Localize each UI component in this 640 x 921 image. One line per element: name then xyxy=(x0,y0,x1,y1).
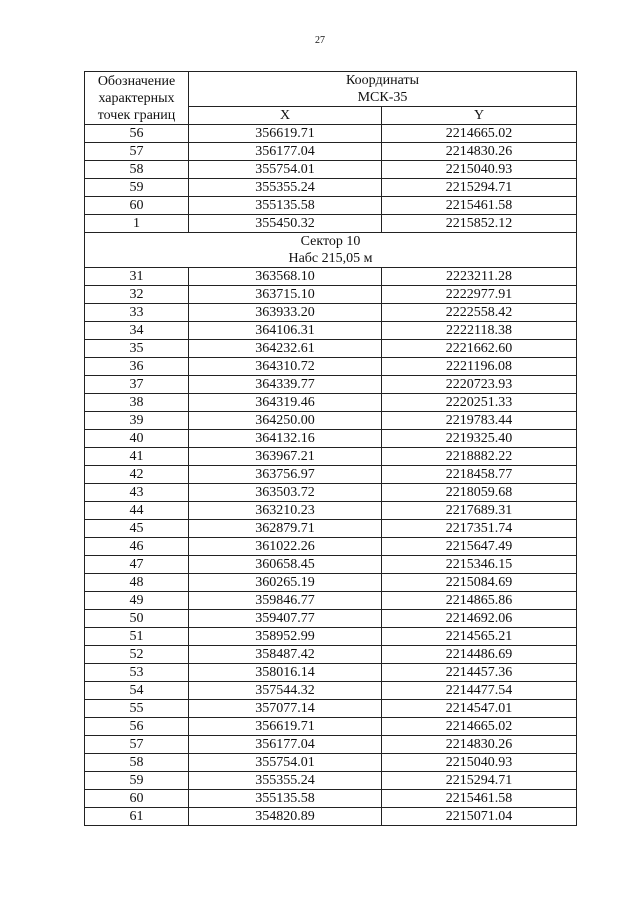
y-cell: 2214457.36 xyxy=(382,664,577,682)
y-cell: 2217689.31 xyxy=(382,502,577,520)
table-row xyxy=(85,304,577,322)
table-row xyxy=(85,484,577,502)
x-cell: 364132.16 xyxy=(189,430,382,448)
y-cell: 2214565.21 xyxy=(382,628,577,646)
x-cell: 356619.71 xyxy=(189,125,382,143)
point-cell: 38 xyxy=(85,394,189,412)
x-cell: 355355.24 xyxy=(189,772,382,790)
y-cell: 2222558.42 xyxy=(382,304,577,322)
y-cell: 2222977.91 xyxy=(382,286,577,304)
point-cell: 1 xyxy=(85,215,189,233)
y-cell: 2223211.28 xyxy=(382,268,577,286)
coordinates-header xyxy=(189,72,577,107)
table-row xyxy=(85,179,577,197)
point-cell: 48 xyxy=(85,574,189,592)
table-row xyxy=(85,736,577,754)
y-cell: 2222118.38 xyxy=(382,322,577,340)
table-row xyxy=(85,448,577,466)
point-cell: 49 xyxy=(85,592,189,610)
x-cell: 355355.24 xyxy=(189,179,382,197)
table-row xyxy=(85,322,577,340)
x-cell: 363933.20 xyxy=(189,304,382,322)
table-row xyxy=(85,790,577,808)
designation-line: Обозначение xyxy=(97,73,176,89)
table-row xyxy=(85,646,577,664)
table-row xyxy=(85,125,577,143)
point-cell: 40 xyxy=(85,430,189,448)
coordinates-title: Координаты xyxy=(346,73,419,88)
x-cell: 354820.89 xyxy=(189,808,382,826)
x-cell: 364232.61 xyxy=(189,340,382,358)
table-row xyxy=(85,556,577,574)
sector-height: Набс 215,05 м xyxy=(288,251,373,266)
y-cell: 2220723.93 xyxy=(382,376,577,394)
y-cell: 2214665.02 xyxy=(382,125,577,143)
table-row xyxy=(85,754,577,772)
y-cell: 2214830.26 xyxy=(382,736,577,754)
x-cell: 355754.01 xyxy=(189,754,382,772)
table-row xyxy=(85,574,577,592)
y-cell: 2221662.60 xyxy=(382,340,577,358)
point-cell: 52 xyxy=(85,646,189,664)
table-row xyxy=(85,502,577,520)
y-cell: 2215461.58 xyxy=(382,197,577,215)
x-cell: 364310.72 xyxy=(189,358,382,376)
page-number: 27 xyxy=(315,35,325,46)
column-x-header: X xyxy=(189,107,382,125)
point-cell: 33 xyxy=(85,304,189,322)
y-cell: 2215040.93 xyxy=(382,161,577,179)
table-row xyxy=(85,520,577,538)
x-cell: 363756.97 xyxy=(189,466,382,484)
point-cell: 37 xyxy=(85,376,189,394)
x-cell: 360265.19 xyxy=(189,574,382,592)
x-cell: 360658.45 xyxy=(189,556,382,574)
x-cell: 358487.42 xyxy=(189,646,382,664)
point-cell: 57 xyxy=(85,736,189,754)
x-cell: 355754.01 xyxy=(189,161,382,179)
x-cell: 364319.46 xyxy=(189,394,382,412)
y-cell: 2215084.69 xyxy=(382,574,577,592)
point-cell: 42 xyxy=(85,466,189,484)
y-cell: 2214865.86 xyxy=(382,592,577,610)
point-cell: 41 xyxy=(85,448,189,466)
x-cell: 358016.14 xyxy=(189,664,382,682)
y-cell: 2214692.06 xyxy=(382,610,577,628)
table-row xyxy=(85,197,577,215)
table-row xyxy=(85,143,577,161)
table-row xyxy=(85,682,577,700)
y-cell: 2218458.77 xyxy=(382,466,577,484)
x-cell: 356177.04 xyxy=(189,736,382,754)
y-cell: 2214486.69 xyxy=(382,646,577,664)
y-cell: 2219783.44 xyxy=(382,412,577,430)
y-cell: 2214477.54 xyxy=(382,682,577,700)
sector-header xyxy=(85,233,577,268)
point-cell: 45 xyxy=(85,520,189,538)
y-cell: 2219325.40 xyxy=(382,430,577,448)
sector-row xyxy=(85,233,577,268)
table-row xyxy=(85,430,577,448)
table-row xyxy=(85,268,577,286)
point-cell: 58 xyxy=(85,161,189,179)
y-cell: 2217351.74 xyxy=(382,520,577,538)
table-row xyxy=(85,340,577,358)
x-cell: 359846.77 xyxy=(189,592,382,610)
x-cell: 361022.26 xyxy=(189,538,382,556)
designation-line: точек границ xyxy=(97,107,176,123)
point-cell: 44 xyxy=(85,502,189,520)
table-row xyxy=(85,718,577,736)
table-row xyxy=(85,376,577,394)
point-cell: 53 xyxy=(85,664,189,682)
x-cell: 358952.99 xyxy=(189,628,382,646)
x-cell: 363967.21 xyxy=(189,448,382,466)
y-cell: 2215294.71 xyxy=(382,772,577,790)
point-cell: 57 xyxy=(85,143,189,161)
table-row xyxy=(85,664,577,682)
table-row xyxy=(85,286,577,304)
designation-header xyxy=(85,72,189,125)
x-cell: 364339.77 xyxy=(189,376,382,394)
point-cell: 58 xyxy=(85,754,189,772)
y-cell: 2215461.58 xyxy=(382,790,577,808)
point-cell: 51 xyxy=(85,628,189,646)
point-cell: 59 xyxy=(85,179,189,197)
y-cell: 2215071.04 xyxy=(382,808,577,826)
y-cell: 2215040.93 xyxy=(382,754,577,772)
x-cell: 363568.10 xyxy=(189,268,382,286)
table-row xyxy=(85,161,577,179)
x-cell: 364250.00 xyxy=(189,412,382,430)
x-cell: 362879.71 xyxy=(189,520,382,538)
table-row xyxy=(85,358,577,376)
x-cell: 357077.14 xyxy=(189,700,382,718)
point-cell: 35 xyxy=(85,340,189,358)
point-cell: 60 xyxy=(85,790,189,808)
x-cell: 363503.72 xyxy=(189,484,382,502)
y-cell: 2214665.02 xyxy=(382,718,577,736)
designation-line: характерных xyxy=(98,90,175,106)
point-cell: 60 xyxy=(85,197,189,215)
x-cell: 356619.71 xyxy=(189,718,382,736)
point-cell: 59 xyxy=(85,772,189,790)
x-cell: 359407.77 xyxy=(189,610,382,628)
table-row xyxy=(85,394,577,412)
table-row xyxy=(85,772,577,790)
x-cell: 363210.23 xyxy=(189,502,382,520)
y-cell: 2220251.33 xyxy=(382,394,577,412)
point-cell: 31 xyxy=(85,268,189,286)
table-row xyxy=(85,466,577,484)
table-row xyxy=(85,538,577,556)
header-row xyxy=(85,72,577,107)
x-cell: 355135.58 xyxy=(189,790,382,808)
point-cell: 39 xyxy=(85,412,189,430)
table-row xyxy=(85,628,577,646)
table-row xyxy=(85,592,577,610)
point-cell: 54 xyxy=(85,682,189,700)
y-cell: 2214547.01 xyxy=(382,700,577,718)
x-cell: 357544.32 xyxy=(189,682,382,700)
x-cell: 356177.04 xyxy=(189,143,382,161)
coordinates-table xyxy=(84,71,577,826)
column-y-header: Y xyxy=(382,107,577,125)
y-cell: 2215294.71 xyxy=(382,179,577,197)
point-cell: 50 xyxy=(85,610,189,628)
sector-title: Сектор 10 xyxy=(300,234,361,249)
table-row xyxy=(85,215,577,233)
point-cell: 36 xyxy=(85,358,189,376)
table-row xyxy=(85,610,577,628)
point-cell: 46 xyxy=(85,538,189,556)
point-cell: 61 xyxy=(85,808,189,826)
coordinate-system: МСК-35 xyxy=(357,90,408,105)
point-cell: 32 xyxy=(85,286,189,304)
table-row xyxy=(85,412,577,430)
point-cell: 47 xyxy=(85,556,189,574)
point-cell: 43 xyxy=(85,484,189,502)
y-cell: 2215852.12 xyxy=(382,215,577,233)
x-cell: 355450.32 xyxy=(189,215,382,233)
y-cell: 2221196.08 xyxy=(382,358,577,376)
y-cell: 2214830.26 xyxy=(382,143,577,161)
point-cell: 56 xyxy=(85,125,189,143)
y-cell: 2215346.15 xyxy=(382,556,577,574)
y-cell: 2218882.22 xyxy=(382,448,577,466)
x-cell: 363715.10 xyxy=(189,286,382,304)
y-cell: 2215647.49 xyxy=(382,538,577,556)
x-cell: 355135.58 xyxy=(189,197,382,215)
x-cell: 364106.31 xyxy=(189,322,382,340)
y-cell: 2218059.68 xyxy=(382,484,577,502)
point-cell: 55 xyxy=(85,700,189,718)
table-row xyxy=(85,700,577,718)
point-cell: 34 xyxy=(85,322,189,340)
table-row xyxy=(85,808,577,826)
point-cell: 56 xyxy=(85,718,189,736)
